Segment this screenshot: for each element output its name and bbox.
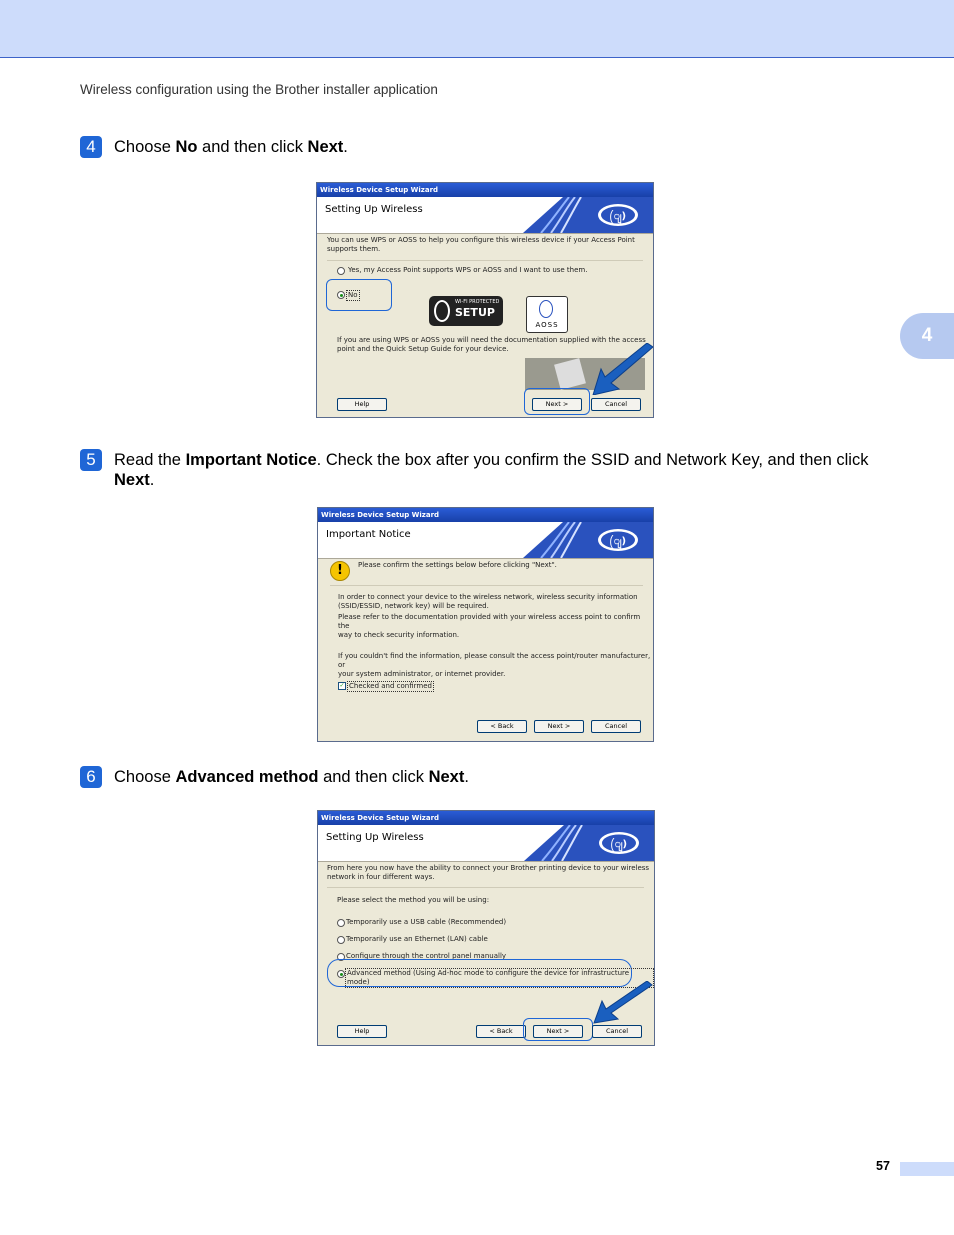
arrow-icon [592,981,654,1025]
step-number-badge: 5 [80,449,102,471]
radio-yes[interactable] [337,267,345,275]
header-band [0,0,954,58]
intro-text: You can use WPS or AOSS to help you configure this wireless device if your Access Point supports them. [327,236,635,253]
radio-no[interactable] [337,291,345,299]
separator [327,260,643,261]
arrow-icon [591,343,654,395]
wizard-dialog-method-select [317,810,655,1046]
warning-text: Please confirm the settings below before clicking "Next". [358,561,557,569]
option-no-label: No [348,291,358,299]
cancel-button[interactable]: Cancel [592,1025,642,1038]
svg-text:(ျ): (ျ) [610,839,628,850]
footer-band [900,1162,954,1176]
step-instruction: Read the Important Notice. Check the box after you confirm the SSID and Network Key, and then click Next. [114,451,869,489]
wizard-dialog-important-notice [317,507,654,742]
option-ethernet-label: Temporarily use an Ethernet (LAN) cable [346,935,488,943]
warning-icon: ! [330,561,350,581]
checkbox-label: Checked and confirmed [349,682,432,690]
step-instruction: Choose No and then click Next. [114,138,348,156]
step-instruction: Choose Advanced method and then click Next. [114,768,469,786]
cancel-button[interactable]: Cancel [591,398,641,411]
intro-text: From here you now have the ability to connect your Brother printing device to your wireless network in four different ways. [327,864,650,881]
next-button[interactable]: Next > [534,720,584,733]
radio-usb[interactable] [337,919,345,927]
method-prompt: Please select the method you will be using: [337,896,490,904]
power-icon [434,300,450,322]
option-advanced-label: Advanced method (Using Ad-hoc mode to configure the device for infrastructure mode) [345,968,654,988]
running-title: Wireless configuration using the Brother installer application [80,82,438,97]
dialog-header [317,197,653,234]
next-button[interactable]: Next > [532,398,582,411]
window-title: Wireless Device Setup Wizard [318,811,654,825]
window-title: Wireless Device Setup Wizard [318,508,653,522]
aoss-icon [539,300,553,318]
wifi-banner-icon [524,825,654,861]
option-usb-label: Temporarily use a USB cable (Recommended) [346,918,507,926]
next-button[interactable]: Next > [533,1025,583,1038]
wifi-banner-icon [523,522,653,558]
dialog-heading: Important Notice [326,529,411,540]
option-yes-label: Yes, my Access Point supports WPS or AOSS and I want to use them. [348,266,588,274]
cancel-button[interactable]: Cancel [591,720,641,733]
checkbox-icon[interactable]: ✓ [339,682,345,689]
wps-logo: WI-FI PROTECTED SETUP [429,296,503,326]
dialog-header [318,825,654,862]
option-control-panel-label: Configure through the control panel manually [346,952,507,960]
step-number-badge: 4 [80,136,102,158]
radio-advanced[interactable] [337,970,345,978]
aoss-logo: AOSS [526,296,568,333]
dialog-heading: Setting Up Wireless [326,832,424,843]
help-button[interactable]: Help [337,398,387,411]
back-button[interactable]: < Back [476,1025,526,1038]
window-title: Wireless Device Setup Wizard [317,183,653,197]
svg-text:(ျ): (ျ) [609,536,627,547]
wifi-banner-icon [523,197,653,233]
back-button[interactable]: < Back [477,720,527,733]
separator [330,585,643,586]
help-button[interactable]: Help [337,1025,387,1038]
chapter-tab: 4 [900,313,954,359]
step-number-badge: 6 [80,766,102,788]
page-number: 57 [876,1159,890,1173]
dialog-heading: Setting Up Wireless [325,204,423,215]
svg-text:(ျ): (ျ) [609,211,627,222]
dialog-header [318,522,653,559]
notice-body: In order to connect your device to the wireless network, wireless security information (SSID/ESSID, network key) will be required. Please refer to the documentation provided with your wireless access point to confirm the way to check security information. If you couldn't find the information, please consult the access point/router manufacturer, or your system administrator, or internet provider. [338,593,651,678]
separator [327,887,644,888]
radio-ethernet[interactable] [337,936,345,944]
note-text: If you are using WPS or AOSS you will need the documentation supplied with the access point and the Quick Setup Guide for your device. [337,336,646,353]
wizard-dialog-setup-wireless [316,182,654,418]
